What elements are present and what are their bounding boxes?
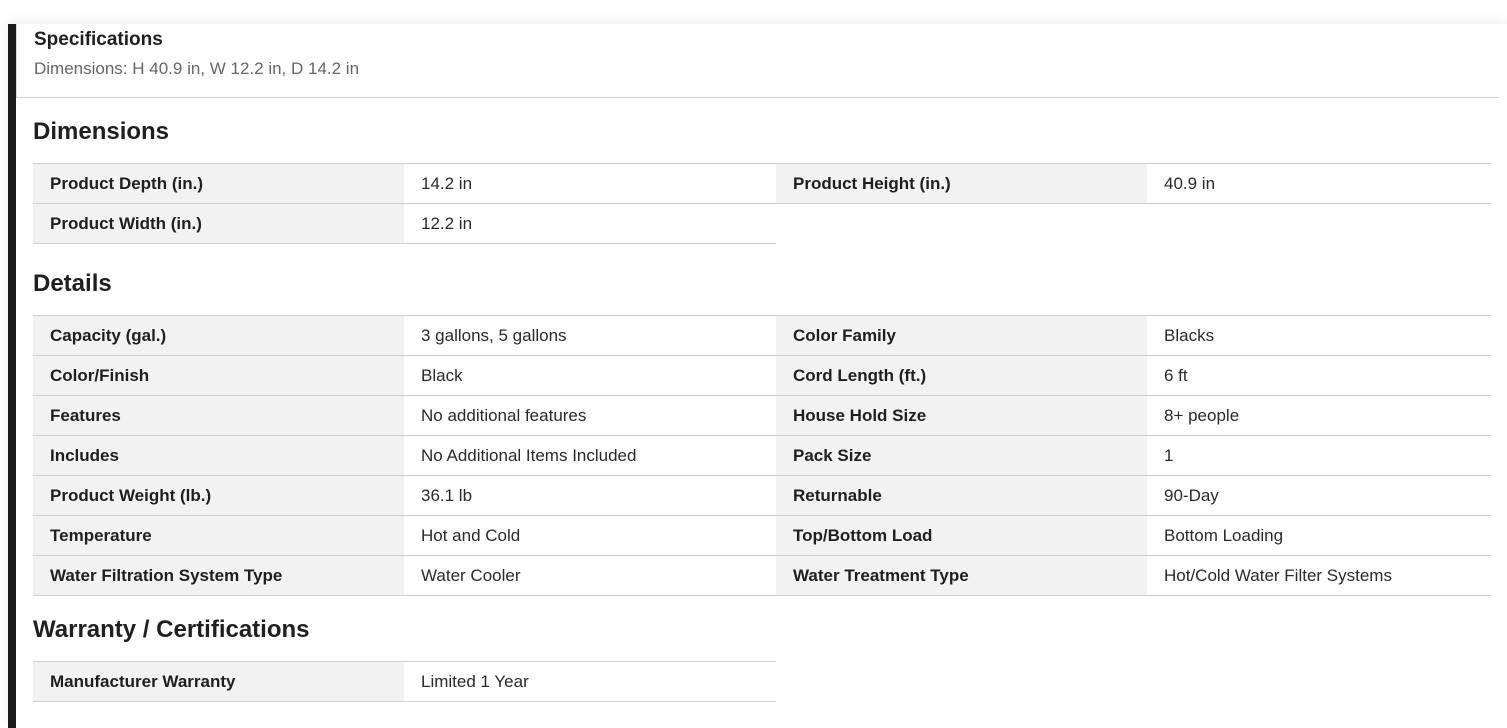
- spec-value: Bottom Loading: [1147, 516, 1491, 556]
- spec-label: Color Family: [776, 316, 1147, 356]
- section-title-details: Details: [33, 270, 112, 297]
- spec-value: Blacks: [1147, 316, 1491, 356]
- spec-value: Water Cooler: [404, 556, 776, 596]
- spec-value: Black: [404, 356, 776, 396]
- spec-label: Top/Bottom Load: [776, 516, 1147, 556]
- spec-value: 14.2 in: [404, 164, 776, 204]
- warranty-table: [33, 661, 776, 702]
- section-title-warranty: Warranty / Certifications: [33, 616, 310, 643]
- spec-value: 12.2 in: [404, 204, 776, 244]
- details-table: [33, 315, 1491, 596]
- spec-label: Product Weight (lb.): [33, 476, 404, 516]
- spec-value: 36.1 lb: [404, 476, 776, 516]
- empty-cell: [1147, 204, 1491, 243]
- specifications-header[interactable]: [16, 24, 1499, 98]
- spec-label: Manufacturer Warranty: [33, 662, 404, 702]
- spec-label: Pack Size: [776, 436, 1147, 476]
- spec-value: Hot/Cold Water Filter Systems: [1147, 556, 1491, 596]
- spec-value: 3 gallons, 5 gallons: [404, 316, 776, 356]
- spec-label: Water Treatment Type: [776, 556, 1147, 596]
- spec-label: Color/Finish: [33, 356, 404, 396]
- spec-label: Temperature: [33, 516, 404, 556]
- spec-label: Product Height (in.): [776, 164, 1147, 204]
- spec-label: Cord Length (ft.): [776, 356, 1147, 396]
- spec-label: House Hold Size: [776, 396, 1147, 436]
- spec-label: Water Filtration System Type: [33, 556, 404, 596]
- spec-value: No Additional Items Included: [404, 436, 776, 476]
- spec-value: 6 ft: [1147, 356, 1491, 396]
- spec-value: 8+ people: [1147, 396, 1491, 436]
- top-bar: [0, 0, 1507, 24]
- specifications-title: Specifications: [34, 29, 163, 50]
- spec-label: Product Depth (in.): [33, 164, 404, 204]
- spec-value: 1: [1147, 436, 1491, 476]
- spec-label: Features: [33, 396, 404, 436]
- spec-value: Hot and Cold: [404, 516, 776, 556]
- specifications-panel: [8, 24, 1507, 728]
- dimensions-table: [33, 163, 1491, 244]
- spec-label: Includes: [33, 436, 404, 476]
- spec-value: Limited 1 Year: [404, 662, 776, 702]
- spec-value: 90-Day: [1147, 476, 1491, 516]
- spec-label: Returnable: [776, 476, 1147, 516]
- spec-value: 40.9 in: [1147, 164, 1491, 204]
- section-title-dimensions: Dimensions: [33, 118, 170, 145]
- spec-label: Capacity (gal.): [33, 316, 404, 356]
- empty-cell: [776, 204, 1147, 243]
- spec-label: Product Width (in.): [33, 204, 404, 244]
- specifications-summary: Dimensions: H 40.9 in, W 12.2 in, D 14.2 in: [34, 59, 360, 78]
- spec-value: No additional features: [404, 396, 776, 436]
